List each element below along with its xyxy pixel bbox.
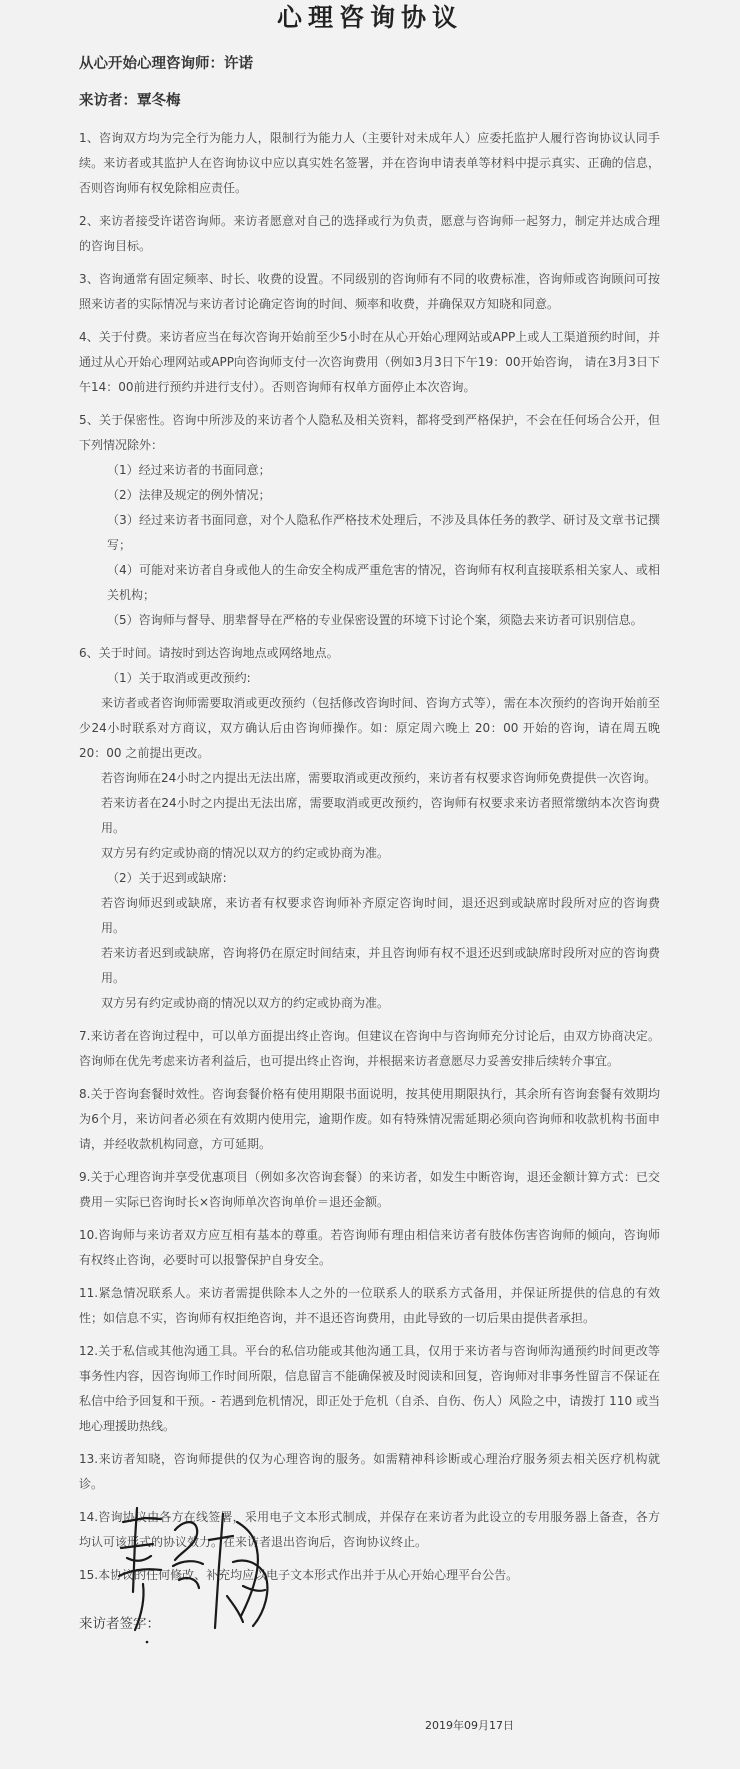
handwritten-signature: [115, 1500, 295, 1650]
client-line: 来访者：覃冬梅: [79, 93, 181, 109]
list-item: （3）经过来访者书面同意，对个人隐私作严格技术处理后，不涉及具体任务的教学、研讨及文章书记撰写；: [107, 513, 660, 552]
clause-3: 3、咨询通常有固定频率、时长、收费的设置。不同级别的咨询师有不同的收费标准，咨询师或咨询顾问可按照来访者的实际情况与来访者讨论确定咨询的时间、频率和收费，并确保双方知晓和同意。: [79, 272, 660, 311]
clause-9: 9.关于心理咨询并享受优惠项目（例如多次咨询套餐）的来访者，如发生中断咨询，退还金额计算方式：已交费用－实际已咨询时长×咨询师单次咨询单价＝退还金额。: [79, 1170, 660, 1209]
late-line: 双方另有约定或协商的情况以双方的约定或协商为准。: [101, 996, 390, 1010]
clause-12: 12.关于私信或其他沟通工具。平台的私信功能或其他沟通工具，仅用于来访者与咨询师沟通预约时间更改等事务性内容，因咨询师工作时间所限，信息留言不能确保被及时阅读和回复，咨询师对非事务性留言不保证在私信中给予回复和干预。- 若遇到危机情况，即正处于危机（自杀、自伤、伤人）风险之中，请拨打 110 或当地心理援助热线。: [79, 1344, 660, 1433]
confidentiality-list: [79, 458, 660, 633]
clause-2: 2、来访者接受许诺咨询师。来访者愿意对自己的选择或行为负责，愿意与咨询师一起努力，制定并达成合理的咨询目标。: [79, 214, 660, 253]
clause-6-heading: 6、关于时间。请按时到达咨询地点或网络地点。: [79, 646, 339, 660]
sub-heading-late: （2）关于迟到或缺席:: [107, 871, 227, 885]
time-clause: [79, 641, 660, 1016]
clause-8: 8.关于咨询套餐时效性。咨询套餐价格有使用期限书面说明，按其使用期限执行，其余所有咨询套餐有效期均为6个月，来访问者必须在有效期内使用完，逾期作废。如有特殊情况需延期必须向咨询师和收款机构书面申请，并经收款机构同意，方可延期。: [79, 1087, 660, 1151]
signature-date: 2019年09月17日: [425, 1719, 514, 1732]
clause-1: 1、咨询双方均为完全行为能力人，限制行为能力人（主要针对未成年人）应委托监护人履行咨询协议认同手续。来访者或其监护人在咨询协议中应以真实姓名签署，并在咨询申请表单等材料中提示真实、正确的信息，否则咨询师有权免除相应责任。: [79, 131, 660, 195]
page-title: 心理咨询协议: [276, 3, 463, 32]
cancel-line: 若咨询师在24小时之内提出无法出席，需要取消或更改预约，来访者有权要求咨询师免费提供一次咨询。: [101, 771, 657, 785]
clause-15: 15.本协议的任何修改、补充均应以电子文本形式作出并于从心开始心理平台公告。: [79, 1568, 519, 1582]
sub-heading-cancel: （1）关于取消或更改预约:: [107, 671, 251, 685]
cancel-line: 若来访者在24小时之内提出无法出席，需要取消或更改预约，咨询师有权要求来访者照常缴纳本次咨询费用。: [101, 796, 660, 835]
clause-14: 14.咨询协议由各方在线签署，采用电子文本形式制成，并保存在来访者为此设立的专用服务器上备查，各方均认可该形式的协议效力。在来访者退出咨询后，咨询协议终止。: [79, 1510, 660, 1549]
list-item: （5）咨询师与督导、朋辈督导在严格的专业保密设置的环境下讨论个案，须隐去来访者可识别信息。: [107, 613, 643, 627]
late-line: 若咨询师迟到或缺席，来访者有权要求咨询师补齐原定咨询时间，退还迟到或缺席时段所对应的咨询费用。: [101, 896, 660, 935]
list-item: （1）经过来访者的书面同意；: [107, 463, 271, 477]
signature-label: 来访者签字：: [79, 1616, 160, 1632]
counselor-line: 从心开始心理咨询师：许诺: [79, 56, 253, 72]
list-item: （4）可能对来访者自身或他人的生命安全构成严重危害的情况，咨询师有权利直接联系相关家人、或相关机构；: [107, 563, 660, 602]
agreement-body: [0, 52, 740, 1632]
cancel-body: 来访者或者咨询师需要取消或更改预约（包括修改咨询时间、咨询方式等），需在本次预约的咨询开始前至少24小时联系对方商议，双方确认后由咨询师操作。如：原定周六晚上 20：00 开始的咨询，请在周五晚 20：00 之前提出更改。: [79, 696, 660, 760]
clause-7: 7.来访者在咨询过程中，可以单方面提出终止咨询。但建议在咨询中与咨询师充分讨论后，由双方协商决定。咨询师在优先考虑来访者利益后，也可提出终止咨询，并根据来访者意愿尽力妥善安排后续转介事宜。: [79, 1029, 660, 1068]
clause-4: 4、关于付费。来访者应当在每次咨询开始前至少5小时在从心开始心理网站或APP上或人工渠道预约时间，并通过从心开始心理网站或APP向咨询师支付一次咨询费用（例如3月3日下午19：00开始咨询， 请在3月3日下午14：00前进行预约并进行支付）。否则咨询师有权单方面停止本次咨询。: [79, 330, 660, 394]
clause-10: 10.咨询师与来访者双方应互相有基本的尊重。若咨询师有理由相信来访者有肢体伤害咨询师的倾向，咨询师有权终止咨询，必要时可以报警保护自身安全。: [79, 1228, 660, 1267]
clause-5: 5、关于保密性。咨询中所涉及的来访者个人隐私及相关资料，都将受到严格保护，不会在任何场合公开，但下列情况除外：: [79, 413, 660, 452]
clause-11: 11.紧急情况联系人。来访者需提供除本人之外的一位联系人的联系方式备用，并保证所提供的信息的有效性；如信息不实，咨询师有权拒绝咨询，并不退还咨询费用，由此导致的一切后果由提供者承担。: [79, 1286, 660, 1325]
cancel-line: 双方另有约定或协商的情况以双方的约定或协商为准。: [101, 846, 390, 860]
clause-13: 13.来访者知晓，咨询师提供的仅为心理咨询的服务。如需精神科诊断或心理治疗服务须去相关医疗机构就诊。: [79, 1452, 660, 1491]
late-line: 若来访者迟到或缺席，咨询将仍在原定时间结束，并且咨询师有权不退还迟到或缺席时段所对应的咨询费用。: [101, 946, 660, 985]
list-item: （2）法律及规定的例外情况；: [107, 488, 271, 502]
